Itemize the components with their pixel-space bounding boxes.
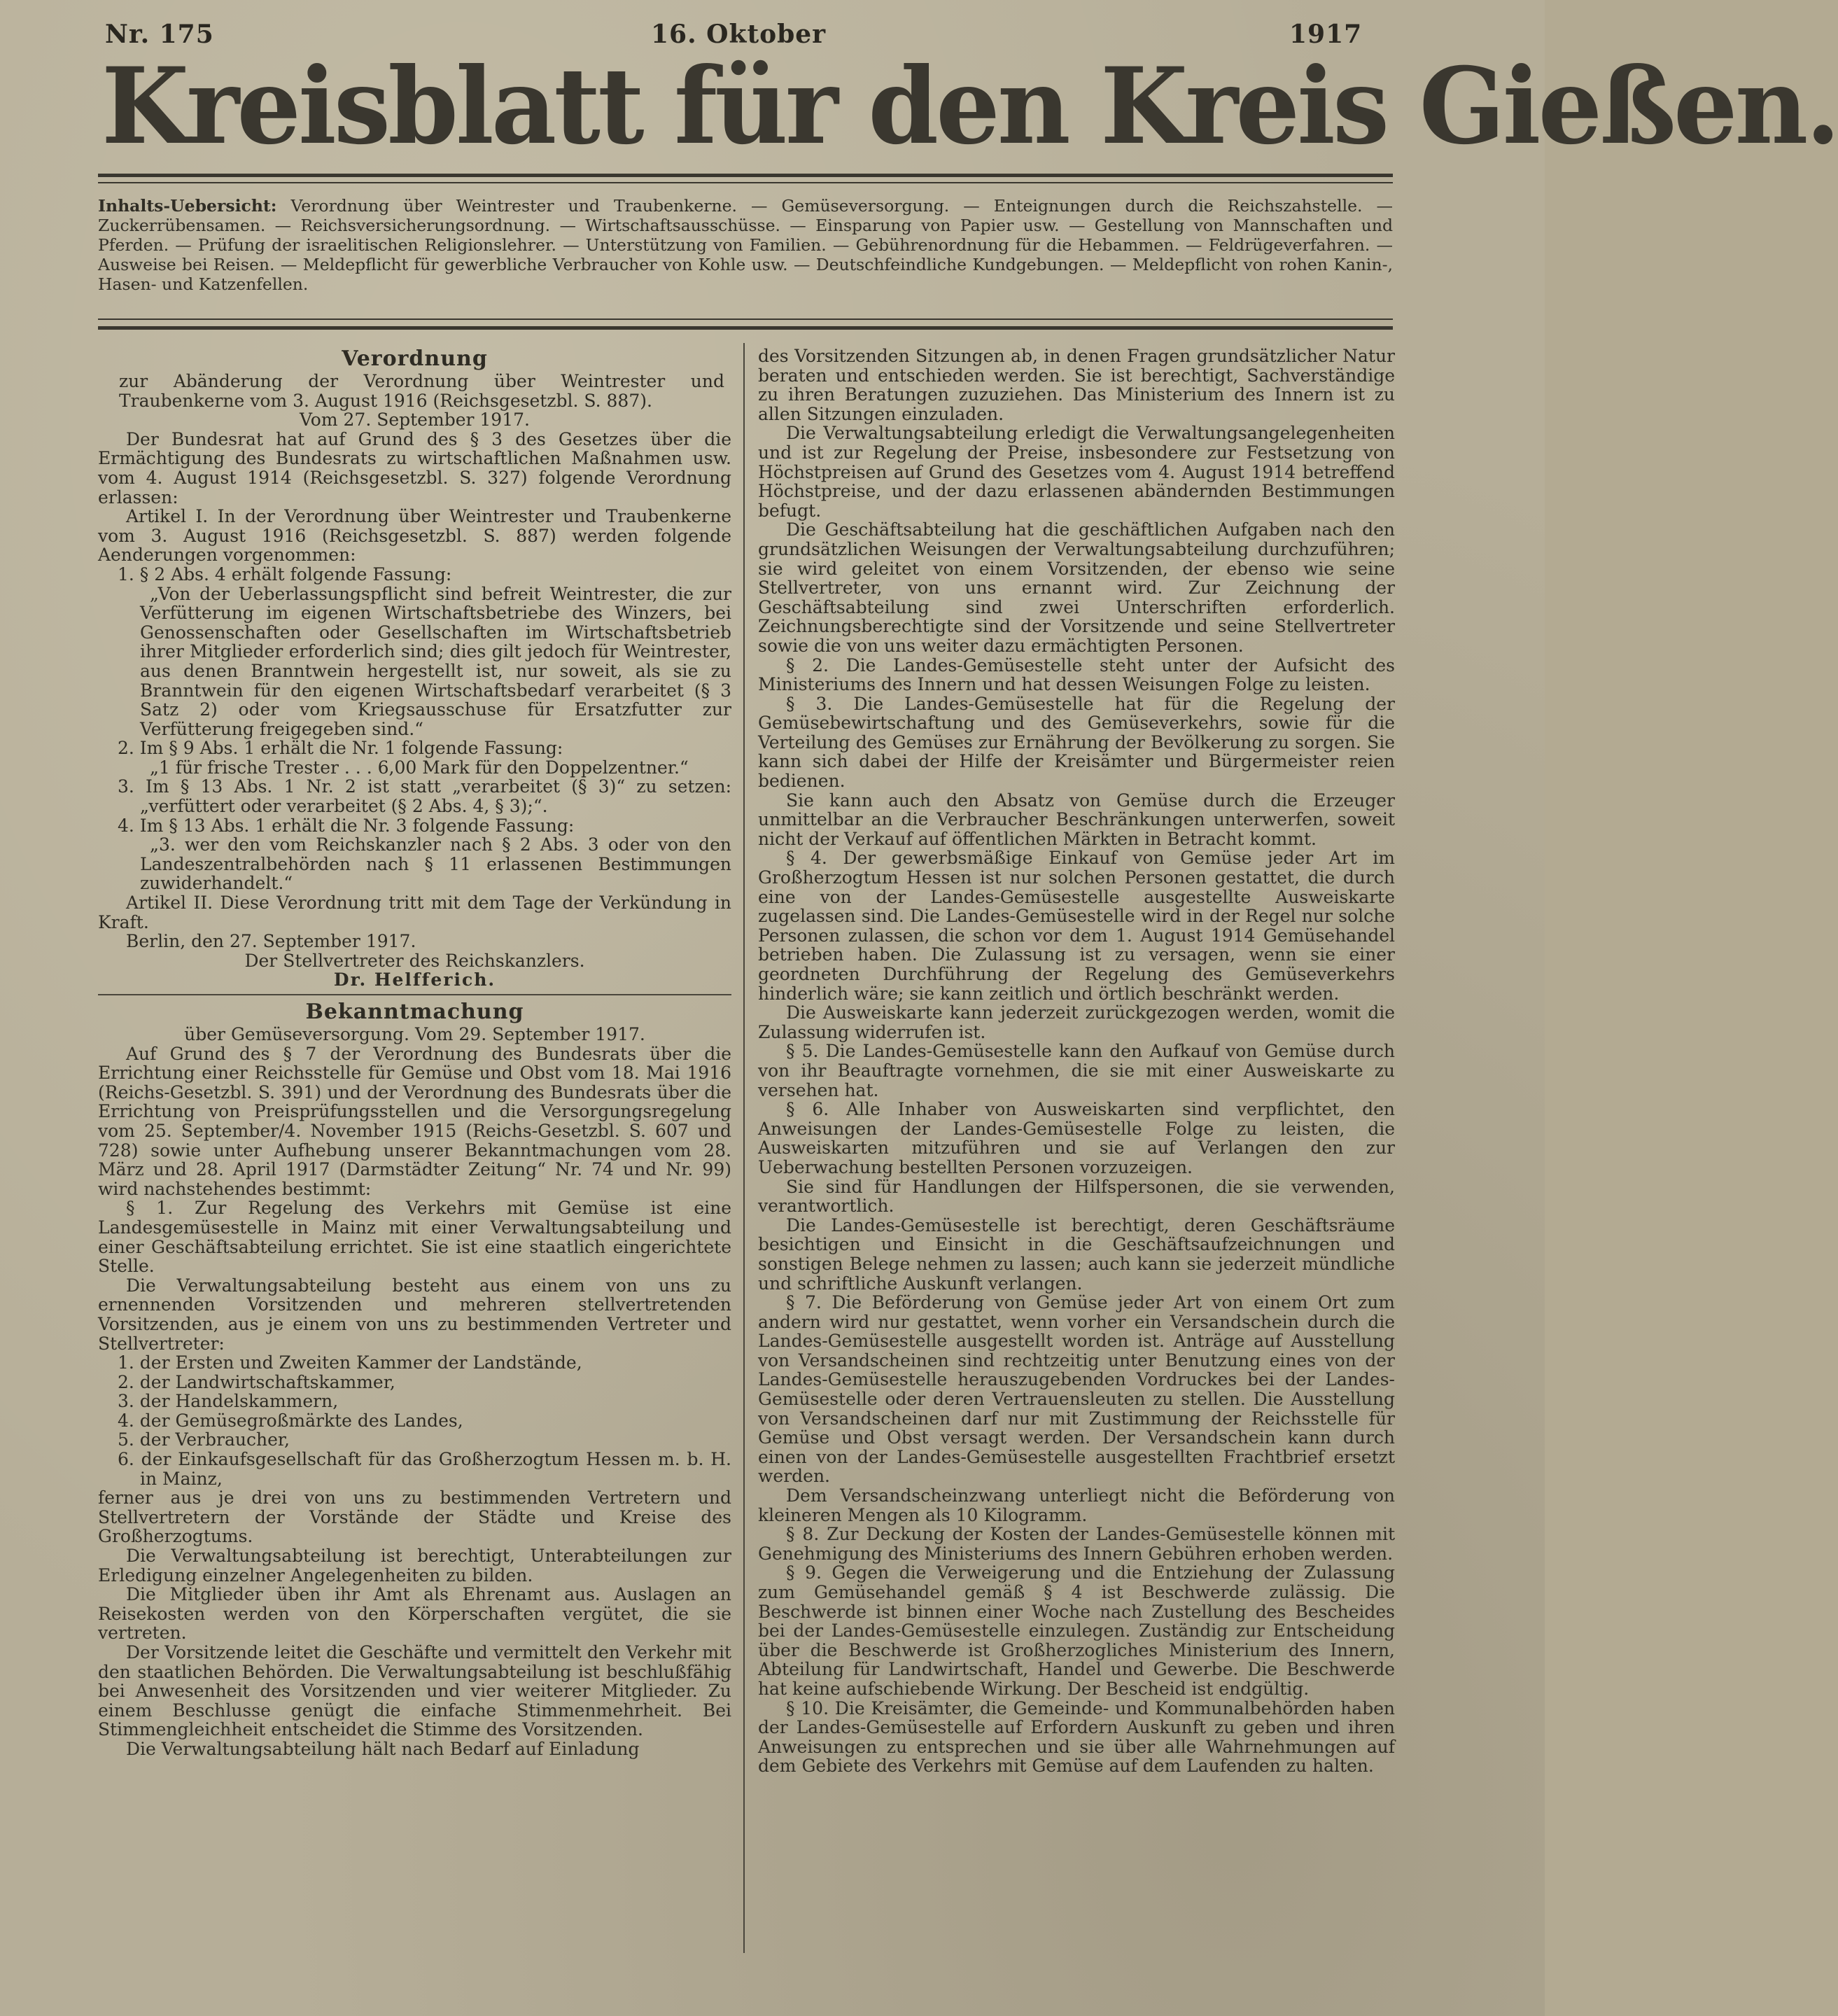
masthead-title: Kreisblatt für den Kreis Gießen. xyxy=(101,45,1838,168)
right-paragraph: § 6. Alle Inhaber von Ausweiskarten sind verpflichtet, den Anweisungen der Landes-Gemüsestelle Folge zu leisten, die Ausweiskarten mitzuführen und sie auf Verlangen den zur Ueberwachung bestellten Personen vorzuzeigen. xyxy=(758,1099,1395,1177)
bekanntmachung-paragraph: Die Verwaltungsabteilung ist berechtigt, Unterabteilungen zur Erledigung einzelner Angelegenheiten zu bilden. xyxy=(98,1546,731,1586)
bekanntmachung-list-item: 6. der Einkaufsgesellschaft für das Großherzogtum Hessen m. b. H. in Mainz, xyxy=(118,1449,731,1489)
bekanntmachung-paragraph: Der Vorsitzende leitet die Geschäfte und vermittelt den Verkehr mit den staatlichen Behörden. Die Verwaltungsabteilung ist beschlußfähig bei Anwesenheit des Vorsitzenden und vier weiterer Mitglieder. Zu einem Beschlusse genügt die einfache Stimmenmehrheit. Bei Stimmengleichheit entscheidet die Stimme des Vorsitzenden. xyxy=(98,1642,731,1740)
right-paragraph: § 3. Die Landes-Gemüsestelle hat für die Regelung der Gemüsebewirtschaftung und des Gemüseverkehrs, sowie für die Verteilung des Gemüses zur Ernährung der Bevölkerung zu sorgen. Sie kann sich dabei der Hilfe der Kreisämter und Bürgermeister reien bedienen. xyxy=(758,693,1395,792)
issue-number: Nr. 175 xyxy=(105,20,214,49)
verordnung-item-4-quote: „3. wer den vom Reichskanzler nach § 2 Abs. 3 oder von den Landeszentralbehörden nach § 11 erlassenen Bestimmungen zuwiderhandelt.“ xyxy=(140,834,731,894)
right-paragraph: Die Ausweiskarte kann jederzeit zurückgezogen werden, womit die Zulassung widerrufen ist. xyxy=(758,1002,1395,1042)
toc-rule-thin xyxy=(98,318,1393,320)
right-paragraph: § 9. Gegen die Verweigerung und die Entziehung der Zulassung zum Gemüsehandel gemäß § 4 ist Beschwerde zulässig. Die Beschwerde ist binnen einer Woche nach Zustellung des Bescheides bei der Landes-Gemüsestelle einzulegen. Zuständig zur Entscheidung über die Beschwerde ist Großherzogliches Ministerium des Innern, Abteilung für Landwirtschaft, Handel und Gewerbe. Die Beschwerde hat keine aufschiebende Wirkung. Der Bescheid ist endgültig. xyxy=(758,1562,1395,1699)
bekanntmachung-paragraph: Die Mitglieder üben ihr Amt als Ehrenamt aus. Auslagen an Reisekosten werden von den Körperschaften vergütet, die sie vertreten. xyxy=(98,1584,731,1644)
toc-label: Inhalts-Uebersicht: xyxy=(98,196,277,216)
right-paragraph: § 7. Die Beförderung von Gemüse jeder Art von einem Ort zum andern wird nur gestattet, wenn vorher ein Versandschein durch die Landes-Gemüsestelle ausgestellt worden ist. Anträge auf Ausstellung von Versandscheinen sind rechtzeitig unter Benutzung eines von der Landes-Gemüsestelle herauszugebenden Vordruckes bei der Landes-Gemüsestelle oder deren Vertrauensleuten zu stellen. Die Ausstellung von Versandscheinen darf nur mit Zustimmung der Reichsstelle für Gemüse und Obst versagt werden. Der Versandschein kann durch einen von der Landes-Gemüsestelle ausgestellten Frachtbrief ersetzt werden. xyxy=(758,1292,1395,1487)
verordnung-heading: Verordnung xyxy=(342,346,488,371)
verordnung-intro: Der Bundesrat hat auf Grund des § 3 des Gesetzes über die Ermächtigung des Bundesrats zu wirtschaftlichen Maßnahmen usw. vom 4. August 1914 (Reichsgesetzbl. S. 327) folgende Verordnung erlassen: xyxy=(98,428,731,507)
bekanntmachung-paragraph: Die Verwaltungsabteilung hält nach Bedarf auf Einladung xyxy=(126,1738,640,1759)
right-paragraph: Die Landes-Gemüsestelle ist berechtigt, deren Geschäftsräume besichtigen und Einsicht in die Geschäftsaufzeichnungen und sonstigen Belege nehmen zu lassen; auch kann sie jederzeit mündliche und schriftliche Auskunft verlangen. xyxy=(758,1214,1395,1294)
right-column xyxy=(758,346,1395,1949)
verordnung-date: Vom 27. September 1917. xyxy=(300,410,530,430)
issue-date: 16. Oktober xyxy=(651,20,827,49)
masthead-rule-thick xyxy=(98,174,1393,177)
bekanntmachung-list-item: 3. der Handelskammern, xyxy=(118,1391,339,1412)
bekanntmachung-paragraph: Auf Grund des § 7 der Verordnung des Bundesrats über die Errichtung einer Reichsstelle für Gemüse und Obst vom 18. Mai 1916 (Reichs-Gesetzbl. S. 391) und der Verordnung des Bundesrats über die Errichtung von Preisprüfungsstellen und die Versorgungsregelung vom 25. September/4. November 1915 (Reichs-Gesetzbl. S. 607 und 728) sowie unter Aufhebung unserer Bekanntmachungen vom 28. März und 28. April 1917 (Darmstädter Zeitung“ Nr. 74 und Nr. 99) wird nachstehendes bestimmt: xyxy=(98,1043,731,1199)
verordnung-item-1: 1. § 2 Abs. 4 erhält folgende Fassung: xyxy=(118,564,452,584)
verordnung-artikel-2: Artikel II. Diese Verordnung tritt mit dem Tage der Verkündung in Kraft. xyxy=(98,892,731,932)
right-paragraph: Sie kann auch den Absatz von Gemüse durch die Erzeuger unmittelbar an die Verbraucher Beschränkungen unterwerfen, soweit nicht der Verkauf auf öffentlichen Märkten in Betracht kommt. xyxy=(758,790,1395,849)
right-paragraph: § 10. Die Kreisämter, die Gemeinde- und Kommunalbehörden haben der Landes-Gemüsestelle auf Erfordern Auskunft zu geben und ihren Anweisungen zu entsprechen und sie über alle Wahrnehmungen auf dem Gebiete des Verkehrs mit Gemüse auf dem Laufenden zu halten. xyxy=(758,1698,1395,1777)
toc-rule-thick xyxy=(98,326,1393,330)
bekanntmachung-subtitle: über Gemüseversorgung. Vom 29. September 1917. xyxy=(184,1024,645,1044)
verordnung-signature-name: Dr. Helfferich. xyxy=(333,969,496,990)
bekanntmachung-list-item: 2. der Landwirtschaftskammer, xyxy=(118,1371,395,1392)
bekanntmachung-paragraph: ferner aus je drei von uns zu bestimmenden Vertretern und Stellvertretern der Vorstände der Städte und Kreise des Großherzogtums. xyxy=(98,1488,731,1547)
issue-year: 1917 xyxy=(1289,20,1363,49)
verordnung-item-1-quote: „Von der Ueberlassungspflicht sind befreit Weintrester, die zur Verfütterung im eigenen Wirtschaftsbetriebe des Winzers, bei Genossenschaften oder Gesellschaften im Wirtschaftsbetrieb ihrer Mitglieder erforderlich sind; dies gilt jedoch für Weintrester, aus denen Branntwein hergestellt ist, nur soweit, als sie zu Branntwein für den eigenen Wirtschaftsbedarf verarbeitet (§ 3 Satz 2) oder vom Kriegsausschuse für Ersatzfutter zur Verfütterung freigegeben sind.“ xyxy=(140,583,731,739)
verordnung-place-date: Berlin, den 27. September 1917. xyxy=(126,931,416,952)
bekanntmachung-list-item: 4. der Gemüsegroßmärkte des Landes, xyxy=(118,1410,463,1431)
bekanntmachung-paragraph: § 1. Zur Regelung des Verkehrs mit Gemüse ist eine Landesgemüsestelle in Mainz mit einer Verwaltungsabteilung und einer Geschäftsabteilung errichtet. Sie ist eine staatlich eingerichtete Stelle. xyxy=(98,1198,731,1277)
right-paragraph: Sie sind für Handlungen der Hilfspersonen, die sie verwenden, verantwortlich. xyxy=(758,1176,1395,1217)
right-paragraph: Die Geschäftsabteilung hat die geschäftlichen Aufgaben nach den grundsätzlichen Weisungen der Verwaltungsabteilung durchzuführen; sie wird geleitet von einem Vorsitzenden, der ebenso wie seine Stellvertreter, von uns ernannt wird. Zur Zeichnung der Geschäftsabteilung sind zwei Unterschriften erforderlich. Zeichnungsberechtigte sind der Vorsitzende und seine Stellvertreter sowie die von uns weiter dazu ermächtigten Personen. xyxy=(758,519,1395,656)
right-paragraph: § 8. Zur Deckung der Kosten der Landes-Gemüsestelle können mit Genehmigung des Ministeriums des Innern Gebühren erhoben werden. xyxy=(758,1524,1395,1564)
right-paragraph: § 5. Die Landes-Gemüsestelle kann den Aufkauf von Gemüse durch von ihr Beauftragte vornehmen, die sie mit einer Ausweiskarte zu versehen hat. xyxy=(758,1041,1395,1100)
verordnung-item-2: 2. Im § 9 Abs. 1 erhält die Nr. 1 folgende Fassung: xyxy=(118,738,563,759)
verordnung-subtitle: zur Abänderung der Verordnung über Weintrester und Traubenkerne vom 3. August 1916 (Reichsgesetzbl. S. 887). xyxy=(119,371,724,411)
right-paragraph: Die Verwaltungsabteilung erledigt die Verwaltungsangelegenheiten und ist zur Regelung der Preise, insbesondere zur Festsetzung von Höchstpreisen auf Grund des Gesetzes vom 4. August 1914 betreffend Höchstpreise, und der dazu erlassenen abändernden Bestimmungen befugt. xyxy=(758,423,1395,521)
verordnung-item-2-quote: „1 für frische Trester . . . 6,00 Mark für den Doppelzentner.“ xyxy=(150,757,689,778)
verordnung-item-4: 4. Im § 13 Abs. 1 erhält die Nr. 3 folgende Fassung: xyxy=(118,815,575,836)
table-of-contents xyxy=(98,196,1393,294)
verordnung-signature-role: Der Stellvertreter des Reichskanzlers. xyxy=(244,950,585,971)
right-paragraph: Dem Versandscheinzwang unterliegt nicht die Beförderung von kleineren Mengen als 10 Kilogramm. xyxy=(758,1485,1395,1525)
right-paragraph: § 2. Die Landes-Gemüsestelle steht unter der Aufsicht des Ministeriums des Innern und hat dessen Weisungen Folge zu leisten. xyxy=(758,654,1395,695)
left-column xyxy=(98,346,731,1949)
verordnung-item-3: 3. Im § 13 Abs. 1 Nr. 2 ist statt „verarbeitet (§ 3)“ zu setzen: „verfüttert oder verarbeitet (§ 2 Abs. 4, § 3);“. xyxy=(118,776,731,817)
masthead-rule-thin xyxy=(98,182,1393,183)
bekanntmachung-paragraph: Die Verwaltungsabteilung besteht aus einem von uns zu ernennenden Vorsitzenden und mehreren stellvertretenden Vorsitzenden, aus je einem von uns zu bestimmenden Vertreter und Stellvertreter: xyxy=(98,1275,731,1354)
bekanntmachung-list-item: 5. der Verbraucher, xyxy=(118,1429,290,1450)
right-paragraph: § 4. Der gewerbsmäßige Einkauf von Gemüse jeder Art im Großherzogtum Hessen ist nur solchen Personen gestattet, die durch eine von der Landes-Gemüsestelle ausgestellte Ausweiskarte zugelassen sind. Die Landes-Gemüsestelle wird in der Regel nur solche Personen zulassen, die schon vor dem 1. August 1914 Gemüsehandel betrieben haben. Die Zulassung ist zu versagen, wenn sie einer geordneten Durchführung der Regelung des Gemüseverkehrs hinderlich wäre; sie kann zeitlich und örtlich beschränkt werden. xyxy=(758,848,1395,1004)
toc-text: Verordnung über Weintrester und Traubenkerne. — Gemüseversorgung. — Enteignungen durch die Reichszahstelle. — Zuckerrübensamen. — Reichsversicherungsordnung. — Wirtschaftsausschüsse. — Einsparung von Papier usw. — Gestellung von Mannschaften und Pferden. — Prüfung der israelitischen Religionslehrer. — Unterstützung von Familien. — Gebührenordnung für die Hebammen. — Feldrügeverfahren. — Ausweise bei Reisen. — Meldepflicht für gewerbliche Verbraucher von Kohle usw. — Deutschfeindliche Kundgebungen. — Meldepflicht von rohen Kanin-, Hasen- und Katzenfellen. xyxy=(98,196,1393,294)
verordnung-artikel-1: Artikel I. In der Verordnung über Weintrester und Traubenkerne vom 3. August 1916 (Reichsgesetzbl. S. 887) werden folgende Aenderungen vorgenommen: xyxy=(98,506,731,566)
bekanntmachung-list-item: 1. der Ersten und Zweiten Kammer der Landstände, xyxy=(118,1352,582,1373)
column-divider xyxy=(743,343,745,1953)
bekanntmachung-heading: Bekanntmachung xyxy=(305,1000,524,1024)
right-paragraph: des Vorsitzenden Sitzungen ab, in denen Fragen grundsätzlicher Natur beraten und entschieden werden. Sie ist berechtigt, Sachverständige zu ihren Beratungen zuzuziehen. Das Ministerium des Innern ist zu allen Sitzungen einzuladen. xyxy=(758,346,1395,424)
article-separator xyxy=(98,994,731,995)
